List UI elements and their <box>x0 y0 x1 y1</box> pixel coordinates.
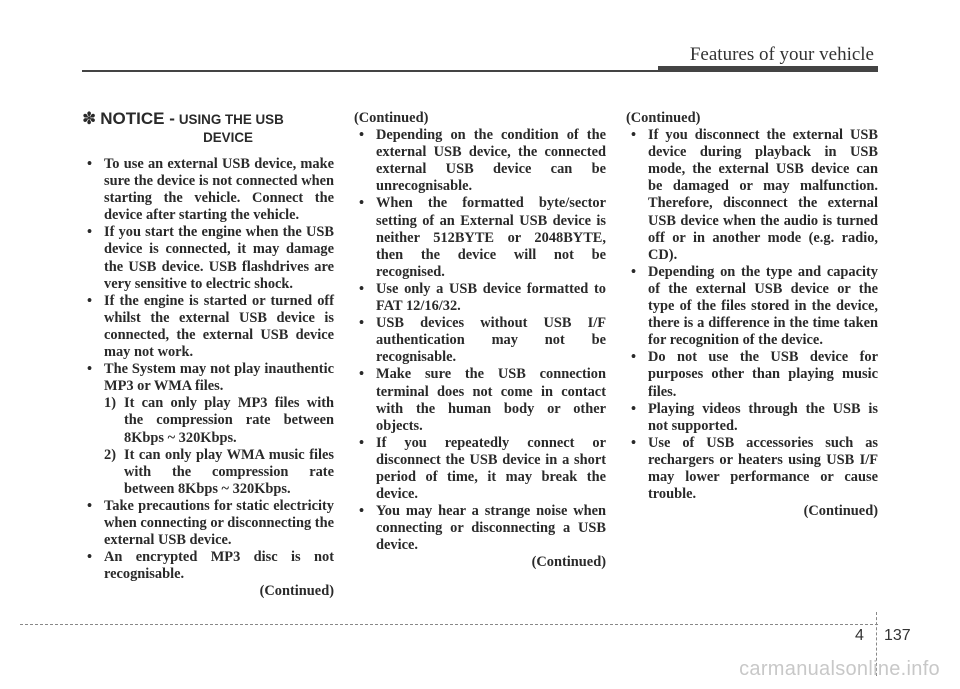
footer-rule <box>20 624 878 625</box>
list-item: • Depending on the type and capacity of the external USB device or the type of the files stored in the device, there is a difference in the time taken for recognition of the device. <box>626 264 878 349</box>
continued-lead: (Continued) <box>354 110 429 126</box>
list-item: • If you start the engine when the USB device is connected, it may damage the USB device. USB flashdrives are very sensitive to electric shock. <box>82 224 334 292</box>
list-item: • Use of USB accessories such as rechargers or heaters using USB I/F may lower performance or cause trouble. <box>626 435 878 503</box>
column-1 <box>82 110 334 600</box>
sub-item-text: It can only play MP3 files with the compression rate between 8Kbps ~ 320Kbps. <box>124 395 334 446</box>
continued-note: (Continued) <box>803 503 878 520</box>
watermark: carmanualsonline.info <box>739 658 940 680</box>
notice-subtitle: USING THE USB <box>178 112 284 127</box>
list-item: • Take precautions for static electricity when connecting or disconnecting the external USB device. <box>82 498 334 549</box>
sub-list <box>104 395 334 498</box>
list-item <box>82 361 334 498</box>
continued-lead: (Continued) <box>626 110 701 126</box>
sub-item-number: 1) <box>104 395 116 412</box>
continued-note: (Continued) <box>531 554 606 571</box>
bullet-list <box>354 127 606 554</box>
header-rule <box>82 70 878 72</box>
list-item: • USB devices without USB I/F authentication may not be recognisable. <box>354 315 606 366</box>
list-item: • Use only a USB device formatted to FAT 12/16/32. <box>354 281 606 315</box>
list-item: • If you disconnect the external USB device during playback in USB mode, the external USB device can be damaged or may malfunction. Therefore, disconnect the external USB device when the audio is turned off or in another mode (e.g. radio, CD). <box>626 127 878 264</box>
column-3 <box>626 110 878 520</box>
bullet-list <box>626 127 878 503</box>
column-2 <box>354 110 606 572</box>
notice-title: NOTICE - <box>100 109 175 128</box>
list-item: • If you repeatedly connect or disconnect the USB device in a short period of time, it may break the device. <box>354 435 606 503</box>
list-item: • You may hear a strange noise when connecting or disconnecting a USB device. <box>354 503 606 554</box>
list-item: • Make sure the USB connection terminal does not come in contact with the human body or other objects. <box>354 366 606 434</box>
list-item: • To use an external USB device, make sure the device is not connected when starting the vehicle. Connect the device after starting the vehicle. <box>82 156 334 224</box>
list-item: • Playing videos through the USB is not supported. <box>626 401 878 435</box>
page-number: 137 <box>884 627 911 644</box>
sub-list-item <box>104 395 334 446</box>
list-item: • An encrypted MP3 disc is not recognisable. <box>82 549 334 583</box>
list-item-text: The System may not play inauthentic MP3 or WMA files. <box>104 361 334 395</box>
notice-subtitle-line2: DEVICE <box>203 130 253 145</box>
list-item: • When the formatted byte/sector setting of an External USB device is neither 512BYTE or 2048BYTE, then the device will not be recognised. <box>354 195 606 280</box>
chapter-number: 4 <box>855 627 864 644</box>
sub-item-text: It can only play WMA music files with the compression rate between 8Kbps ~ 320Kbps. <box>124 446 334 497</box>
list-item: • Depending on the condition of the external USB device, the connected external USB device can be unrecognisable. <box>354 127 606 195</box>
list-item: • If the engine is started or turned off whilst the external USB device is connected, the external USB device may not work. <box>82 293 334 361</box>
notice-symbol-icon: ✽ <box>82 109 97 128</box>
bullet-list <box>82 156 334 583</box>
list-item: • Do not use the USB device for purposes other than playing music files. <box>626 349 878 400</box>
sub-list-item <box>104 447 334 498</box>
continued-note: (Continued) <box>259 583 334 600</box>
sub-item-number: 2) <box>104 446 116 463</box>
notice-heading <box>82 110 334 146</box>
section-title: Features of your vehicle <box>689 44 874 65</box>
